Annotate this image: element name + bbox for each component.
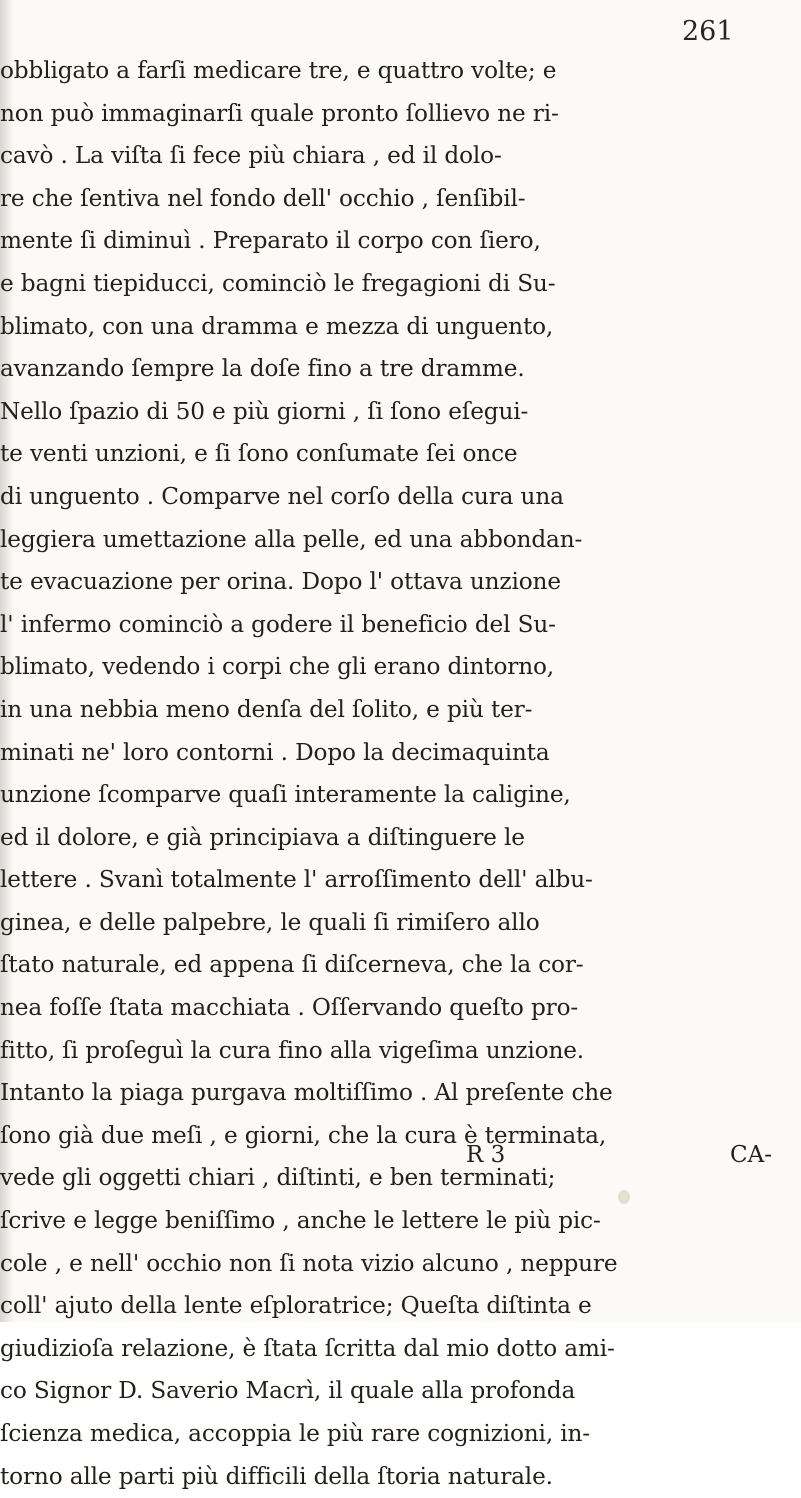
text-line: ſcrive e legge beniſſimo , anche le lettere le più pic- [0,1207,601,1235]
text-line: nea foſſe ſtata macchiata . Oſſervando queſto pro- [0,994,579,1022]
text-line: mente ſi diminuì . Preparato il corpo con ſiero, [0,227,541,255]
text-line: te evacuazione per orina. Dopo l' ottava unzione [0,568,561,596]
text-line: l' infermo cominciò a godere il beneficio del Su- [0,610,556,638]
text-line: non può immaginarſi quale pronto ſollievo ne ri- [0,99,559,127]
text-line: giudizioſa relazione, è ſtata ſcritta dal mio dotto ami- [0,1334,615,1362]
body-text [0,50,786,1498]
text-line: te venti unzioni, e ſi ſono conſumate ſei once [0,440,518,468]
text-line: co Signor D. Saverio Macrì, il quale alla profonda [0,1377,576,1405]
paper-stain [618,1190,630,1204]
text-line: minati ne' loro contorni . Dopo la decimaquinta [0,738,550,766]
text-line: blimato, vedendo i corpi che gli erano dintorno, [0,653,555,681]
text-line: re che ſentiva nel fondo dell' occhio , ſenſibil- [0,184,526,212]
text-line: vede gli oggetti chiari , diſtinti, e ben terminati; [0,1164,556,1192]
text-line: cavò . La viſta ſi fece più chiara , ed il dolo- [0,142,502,170]
text-line: ſono già due meſi , e giorni, che la cura è terminata, [0,1121,607,1149]
text-line: ed il dolore, e già principiava a diſtinguere le [0,823,525,851]
text-line: lettere . Svanì totalmente l' arroſſimento dell' albu- [0,866,593,894]
text-line: coll' ajuto della lente eſploratrice; Queſta diſtinta e [0,1292,592,1320]
catchword: CA- [730,1142,772,1168]
text-line: leggiera umettazione alla pelle, ed una abbondan- [0,525,583,553]
page-number: 261 [682,16,734,47]
text-line: ginea, e delle palpebre, le quali ſi rimiſero allo [0,908,540,936]
text-line: Nello ſpazio di 50 e più giorni , ſi ſono eſegui- [0,397,529,425]
text-line: ſcienza medica, accoppia le più rare cognizioni, in- [0,1420,590,1447]
text-line: fitto, ſi proſeguì la cura fino alla vigeſima unzione. [0,1036,585,1064]
text-line: blimato, con una dramma e mezza di unguento, [0,312,554,340]
text-line: obbligato a farſi medicare tre, e quattro volte; e [0,57,557,84]
text-line: di unguento . Comparve nel corſo della cura una [0,482,564,510]
signature-mark: R 3 [466,1142,506,1168]
text-line: e bagni tiepiducci, cominciò le fregagioni di Su- [0,269,556,297]
page-footer [0,1138,786,1180]
text-line: unzione ſcomparve quaſi interamente la caligine, [0,781,571,809]
text-line: in una nebbia meno denſa del ſolito, e più ter- [0,695,533,723]
text-line: avanzando ſempre la doſe fino a tre dramme. [0,355,525,383]
text-line: Intanto la piaga purgava moltiſſimo . Al preſente che [0,1079,613,1107]
text-line: torno alle parti più difficili della ſtoria naturale. [0,1462,553,1490]
text-line: ſtato naturale, ed appena ſi diſcerneva, che la cor- [0,951,584,979]
text-line: cole , e nell' occhio non ſi nota vizio alcuno , neppure [0,1249,618,1277]
